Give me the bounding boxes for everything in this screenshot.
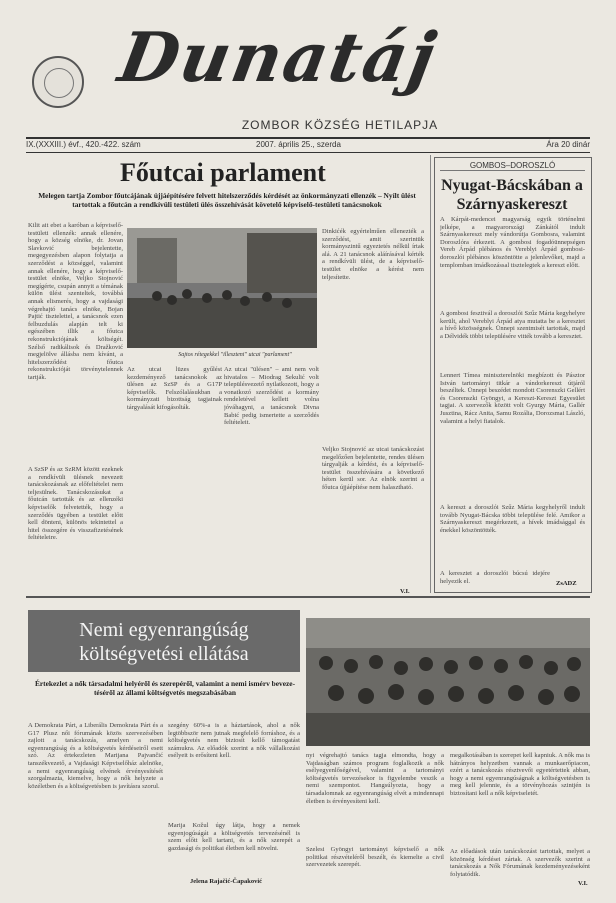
second-col-3b: Szelesi Gyöngyi tartományi képviselő a nők politikai részvételéről beszélt, és kiemelte a civil szervezetek szerepét. — [306, 846, 444, 869]
second-col-4b: Az előadások után tanácskozást tartottak, melyet a közönség kérdései zártak. A szervezők szerint a tanácskozás a Nők Fórumának kezdeményezéseként folytatódik. — [450, 848, 590, 878]
second-col-4: megalkotásában is szerepet kell kapniuk. A nők ma is hátrányos helyzetben vannak a munkaerőpiacon, ezért a tanácskozás résztvevői egyetértettek abban, hogy a nemi egyenrangúságnak a költségvetésben is meg kell jelennie, és a törvényhozás szintjén is biztosítani kell a nők képviseletét. — [450, 752, 590, 797]
municipality-seal — [32, 56, 84, 108]
second-headline-line-2: költségvetési ellátása — [79, 643, 249, 665]
lead-intro: Melegen tartja Zombor főutcájának újjáépítésére felvett hitelszerződés kérdését az önkormányzati ellenzék – Nyílt ülést tartottak a főutcán a rendkívüli testületi ülés összehívását követelő képviselő-testületi tanácsnokok — [38, 191, 416, 209]
lead-col-2b: Az utcai "ülésen" – ami nem volt hivatalos – Miodrag Sekulić volt településvezető nyilatkozott, hogy a vonatkozó szerződést a kormány rendeletével kellett volna jóváhagyni, a tanácsnok Divna Babić pedig ismertette a szerződés feltételeit. — [224, 366, 319, 427]
issue-number: IX.(XXXIII.) évf., 420.-422. szám — [26, 140, 141, 149]
conference-audience-photo — [306, 618, 590, 746]
second-photo — [306, 618, 590, 746]
lead-headline: Főutcai parlament — [120, 158, 326, 187]
lead-col-3: Dinkićék egyértelműen ellenezték a szerződést, amit szerintük kormányszintű egyeztetés nélkül írtak alá. A 21 tanácsnok aláírásával kérték a rendkívüli ülést, de a képviselő-testület elnöke a kérést nem teljesítette. — [322, 228, 424, 281]
sidebar-kicker: GOMBOS–DOROSZLÓ — [440, 161, 585, 171]
newspaper-subtitle: ZOMBOR KÖZSÉG HETILAPJA — [241, 118, 439, 132]
newspaper-title: Dunatáj — [112, 18, 444, 98]
lead-col-1b: A SzSP és az SzRM között ezeknek a rendkívüli ülésnek nevezett tanácskozásnak az előfeltételei nem teljesülnek. Tanácskozásukat a főutcán tartották és az ellenzéki képviselők felvetették, hogy a szerződés ügyében a testület előtt kell dönteni, különös tekintettel a hitel összegére és visszafizetésének feltételeire. — [28, 466, 123, 542]
lead-col-3b: Veljko Stojnović az utcai tanácskozást megelőzően bejelentette, rendes ülésen tárgyalják a kérdést, és a képviselő-testület összehívására a következő héten kerül sor. Az elnök szerint a főutca újjáépítése nem halasztható. — [322, 446, 424, 491]
sidebar-headline: Nyugat-Bácskában a Szárnyaskereszt — [441, 177, 583, 213]
second-col-2-signature: Jelena Rajačić-Čapaković — [190, 878, 263, 885]
second-headline-line-1: Nemi egyenrangúság — [79, 619, 249, 641]
issue-date: 2007. április 25., szerda — [256, 140, 341, 149]
second-intro: Értekezlet a nők társadalmi helyéről és szerepéről, valamint a nemi ismérv bevezetéséről az állami költségvetés megszabásában — [34, 679, 296, 697]
lead-photo — [127, 228, 317, 348]
second-col-2: szegény 60%-a is a háztartások, ahol a nők legtöbbször nem jutnak megfelelő forráshoz, és a költségvetés nem biztosít kellő támogatást számukra. Az előadók szerint a nők vállalkozási esélyeit is erősíteni kell. — [168, 722, 300, 760]
seal-inner-ring — [44, 68, 74, 98]
column-divider — [430, 155, 431, 593]
second-col-2b: Marija Kožul úgy látja, hogy a nemek egyenjogúságát a költségvetés tervezésénél is szem előtt kell tartani, és a nők szerepét a gazdasági és politikai életben kell növelni. — [168, 822, 300, 852]
issue-info-bar — [26, 137, 590, 153]
second-col-3: nyi végrehajtó tanács tagja elmondta, hogy a Vajdaságban számos program foglalkozik a nők esélyegyenlőségével, valamint a tartományi költségvetés tervezésekor is figyelembe veszik a nemi szempontot. Hangsúlyozta, hogy a társadalomnak az egyenrangúság elvét a mindennapi életben is érvényesíteni kell. — [306, 752, 444, 805]
lead-col-1: Kilit ait ebet a karóban a képviselő-testületi ellenzék: annak ellenére, hogy a község elnöke, dr. Jovan Slavković bejelentette, megegyezésben alapon folytatja a szerződést a községgel, valamint annak ellenére, hogy a képviselő-testület elnöke, Veljko Stojnović megígérte, csupán annyit a témának külön ülést szenteltek, továbbá annak elismerés, hogy a vajdasági végrehajtó tanács elnöke, Bojan Pajtić tisztelettel, a tanácsnok ezen felbuzdulás alapján telt ki egészében illik a főutca rekonstrukciójának költségét. Szélső radikálisok és Dražković megjelölve állásba nem kívánt, a hitelszerződést főutca rekonstrukcióját törvénytelennek tartják. — [28, 222, 123, 381]
sidebar-body-2: A gombosi fesztivál a doroszlói Szűz Mária kegyhelyre került, ahol Vereblyi Árpád atya mutatta be a keresztet a hívő közösségnek. Ünnepi szentmisét tartottak, majd a Délvidék többi településére vitték tovább a keresztet. — [440, 310, 585, 340]
street-crowd-photo — [127, 228, 317, 348]
sidebar-body-4: A kereszt a doroszlói Szűz Mária kegyhelyről indult tovább Nyugat-Bácska többi települése felé. Amikor a Szárnyaskereszt megérkezett, a hívek imádsággal és énekkel köszöntötték. — [440, 504, 585, 534]
issue-price: Ára 20 dinár — [546, 140, 590, 149]
lead-col-2: Az utcai lüzes gyűlést kezdeményező tanácsnokok az ülésen az SzSP és a G17P képviselők. Felszólalásukban a kormányzati bizottság tagjainak tárgyalását kifogásolták. — [127, 366, 222, 411]
sidebar-body-3: Lennert Tímea miniszterelnöki megbízott és Pásztor István tartományi titkár a vándorkereszt útjáról beszéltek. Ünnepi beszédet mondott Csorenszki Gellért és Csorenszki Gyöngyi, a Kereszt-Kereszt Egyesület tagjai. A szervezők között volt Gyurgy Mária, Gallér Jusztina, Rácz Anita, Samu Rozália, Dorozsmai László, valamint a helyi fiatalok. — [440, 372, 585, 425]
sidebar-body-5: A keresztet a doroszlói búcsú idejére helyezik el. — [440, 570, 550, 585]
second-col-1: A Demokrata Párt, a Liberális Demokrata Párt és a G17 Plusz női fórumának közös szervezésében zajlott a tanácskozás, amelyen a nemi egyenrangúság és a költségvetés kérdéseiről esett szó. Az értekezleten Marijana Pajvančić tanszékvezető, a Vajdasági Képviselőház alelnöke, a nemi egyenrangúság elvének érvényesítését szorgalmazta, kiemelve, hogy a nők helyzete a közéletben és a költségvetésben is javításra szorul. — [28, 722, 163, 790]
sidebar-signature: ZsADZ — [556, 580, 577, 587]
second-signature: V.I. — [578, 880, 588, 887]
sidebar-body-1: A Kárpát-medencei magyarság egyik történelmi jelképe, a magyarországi Zánkától indult Szárnyaskereszt mely vándorútja Gombosra, valamint Doroszlóra érkezett. A gombosi fogadóünnepségen Vereb Árpád plébános és Vereblyi Árpád gombosi-doroszlói plébános köszöntötte a jelenlevőket, majd a templomban imádkozással tisztelegtek a kereszt előtt. — [440, 216, 585, 269]
lead-signature: V.I. — [400, 588, 410, 595]
section-divider — [26, 596, 590, 598]
second-headline-banner — [28, 610, 300, 672]
lead-photo-caption: Sajtos rétegekkel "illeszteni" utcai "parlament" — [178, 352, 292, 358]
